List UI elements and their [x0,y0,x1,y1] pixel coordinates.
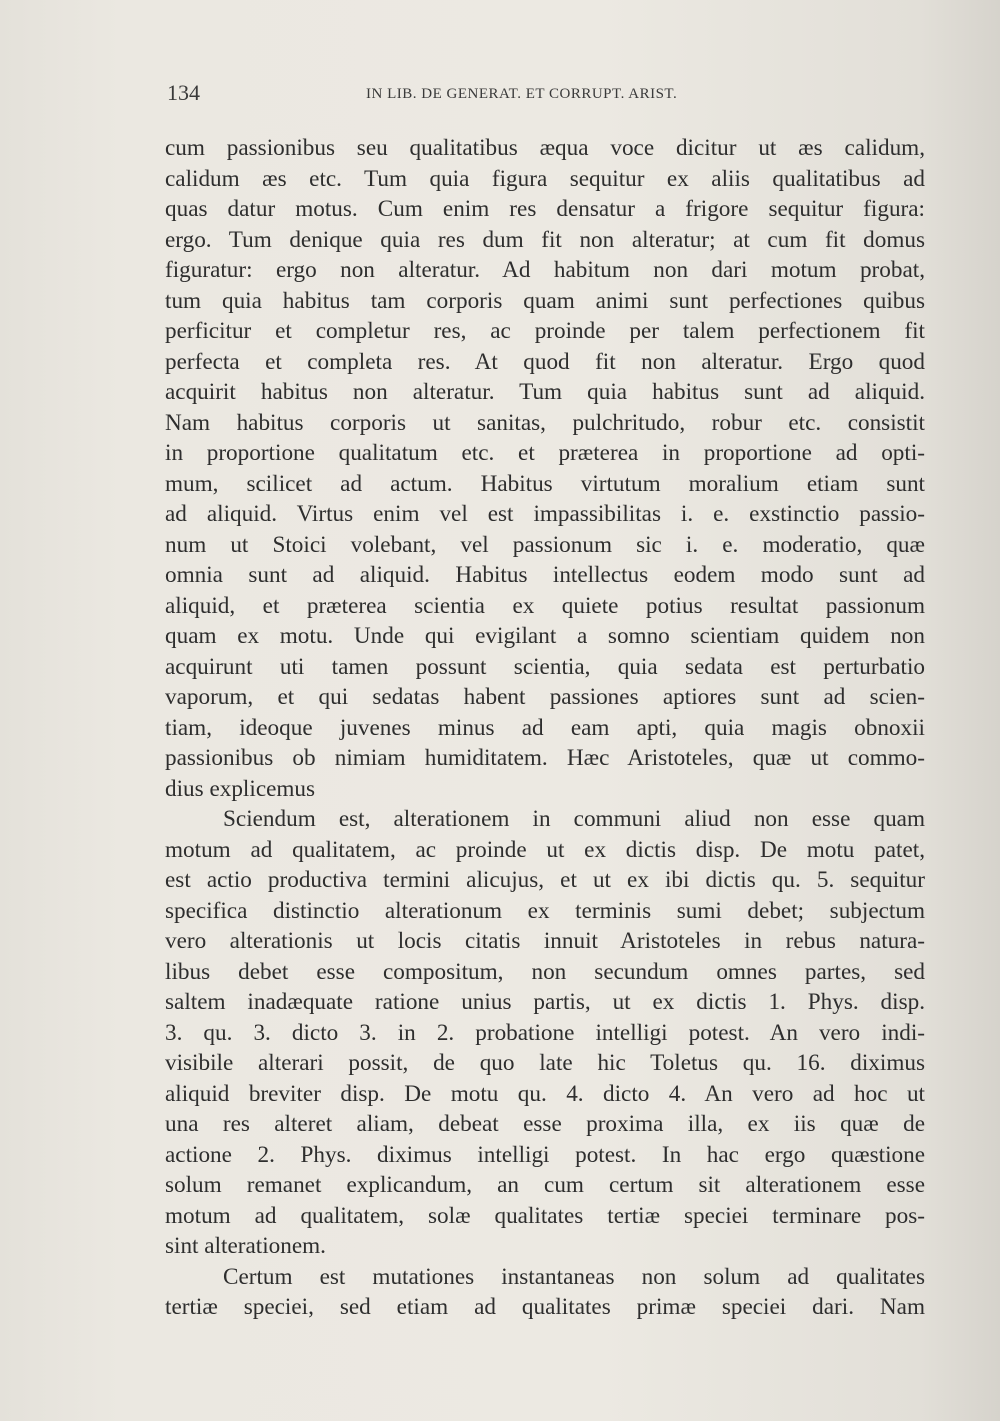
text-line: una res alteret aliam, debeat esse proxima illa, ex iis quæ de [165,1111,925,1137]
text-line: est actio productiva termini alicujus, et ut ex ibi dictis qu. 5. sequitur [165,867,925,893]
text-line: mum, scilicet ad actum. Habitus virtutum moralium etiam sunt [165,470,925,497]
text-line: ad aliquid. Virtus enim vel est impassibilitas i. e. exstinctio passio- [165,501,925,527]
text-line: saltem inadæquate ratione unius partis, ut ex dictis 1. Phys. disp. [165,989,925,1015]
text-line: vero alterationis ut locis citatis innuit Aristoteles in rebus natura- [165,928,925,954]
text-line: calidum æs etc. Tum quia figura sequitur ex aliis qualitatibus ad [165,165,925,192]
text-line: tum quia habitus tam corporis quam animi sunt perfectiones quibus [165,287,925,314]
page-number: 134 [167,80,200,105]
text-line: libus debet esse compositum, non secundum omnes partes, sed [165,958,925,985]
paragraph-start-line: Sciendum est, alterationem in communi aliud non esse quam [223,806,925,832]
text-line: in proportione qualitatum etc. et præterea in proportione ad opti- [165,440,925,466]
running-header-title: IN LIB. DE GENERAT. ET CORRUPT. ARIST. [366,86,678,102]
text-line: figuratur: ergo non alteratur. Ad habitum non dari motum probat, [165,257,925,283]
text-line: solum remanet explicandum, an cum certum sit alterationem esse [165,1172,925,1198]
text-line: ergo. Tum denique quia res dum fit non alteratur; at cum fit domus [165,226,925,253]
text-line: sint alterationem. [165,1233,326,1259]
body-text [165,133,925,1323]
text-line: tertiæ speciei, sed etiam ad qualitates primæ speciei dari. Nam [165,1294,925,1320]
text-line: dius explicemus [165,775,316,802]
text-line: visibile alterari possit, de quo late hic Toletus qu. 16. diximus [165,1050,925,1076]
text-line: actione 2. Phys. diximus intelligi potest. In hac ergo quæstione [165,1141,925,1168]
text-line: acquirit habitus non alteratur. Tum quia habitus sunt ad aliquid. [165,379,925,405]
paragraph-start-line: Certum est mutationes instantaneas non solum ad qualitates [223,1263,925,1290]
text-line: specifica distinctio alterationum ex terminis sumi debet; subjectum [165,897,925,924]
text-line: quam ex motu. Unde qui evigilant a somno scientiam quidem non [165,623,925,649]
text-line: vaporum, et qui sedatas habent passiones aptiores sunt ad scien- [165,684,925,710]
text-line: 3. qu. 3. dicto 3. in 2. probatione intelligi potest. An vero indi- [165,1019,925,1046]
text-line: acquirunt uti tamen possunt scientia, quia sedata est perturbatio [165,653,925,680]
text-line: omnia sunt ad aliquid. Habitus intellectus eodem modo sunt ad [165,562,925,588]
text-line: perfecta et completa res. At quod fit non alteratur. Ergo quod [165,348,925,375]
running-header [167,80,927,110]
text-line: Nam habitus corporis ut sanitas, pulchritudo, robur etc. consistit [165,409,925,436]
text-line: num ut Stoici volebant, vel passionum sic i. e. moderatio, quæ [165,531,925,558]
text-line: aliquid, et præterea scientia ex quiete potius resultat passionum [165,592,925,619]
text-line: passionibus ob nimiam humiditatem. Hæc Aristoteles, quæ ut commo- [165,745,925,771]
text-line: aliquid breviter disp. De motu qu. 4. dicto 4. An vero ad hoc ut [165,1080,925,1107]
text-line: quas datur motus. Cum enim res densatur a frigore sequitur figura: [165,196,925,222]
text-line: motum ad qualitatem, ac proinde ut ex dictis disp. De motu patet, [165,836,925,863]
text-line: cum passionibus seu qualitatibus æqua voce dicitur ut æs calidum, [165,135,925,161]
text-line: tiam, ideoque juvenes minus ad eam apti, quia magis obnoxii [165,714,925,741]
text-line: motum ad qualitatem, solæ qualitates tertiæ speciei terminare pos- [165,1202,925,1229]
text-line: perficitur et completur res, ac proinde per talem perfectionem fit [165,318,925,344]
